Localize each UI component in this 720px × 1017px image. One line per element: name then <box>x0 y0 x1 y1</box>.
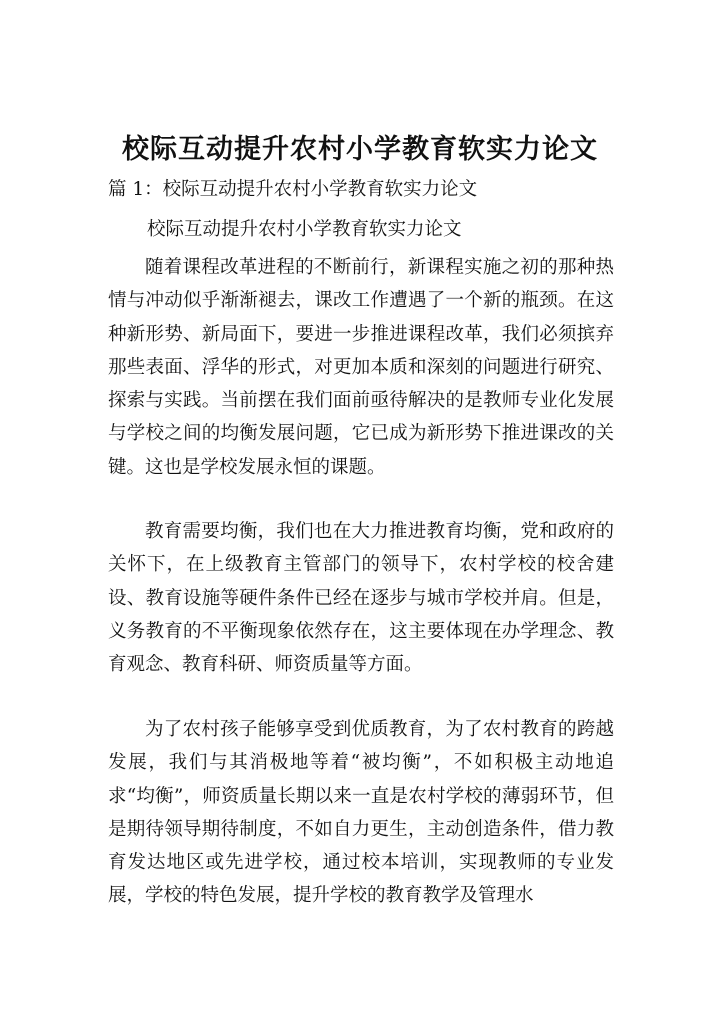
body-paragraph: 随着课程改革进程的不断前行，新课程实施之初的那种热情与冲动似乎渐渐褪去，课改工作遭遇了一个新的瓶颈。在这种新形势、新局面下，要进一步推进课程改革，我们必须摈弃那些表面、浮华的形式，对更加本质和深刻的问题进行研究、探索与实践。当前摆在我们面前亟待解决的是教师专业化发展与学校之间的均衡发展问题，它已成为新形势下推进课改的关键。这也是学校发展永恒的课题。 <box>108 257 614 478</box>
document-title: 校际互动提升农村小学教育软实力论文 <box>122 134 598 166</box>
body-paragraph: 教育需要均衡，我们也在大力推进教育均衡，党和政府的关怀下，在上级教育主管部门的领导下，农村学校的校舍建设、教育设施等硬件条件已经在逐步与城市学校并肩。但是，义务教育的不平衡现象依然存在，这主要体现在办学理念、教育观念、教育科研、师资质量等方面。 <box>108 521 614 676</box>
chapter-heading: 篇 1：校际互动提升农村小学教育软实力论文 <box>108 179 478 200</box>
article-subtitle: 校际互动提升农村小学教育软实力论文 <box>147 219 462 240</box>
body-paragraph: 为了农村孩子能够享受到优质教育，为了农村教育的跨越发展，我们与其消极地等着“被均衡”，不如积极主动地追求“均衡”，师资质量长期以来一直是农村学校的薄弱环节，但是期待领导期待制度，不如自力更生，主动创造条件，借力教育发达地区或先进学校，通过校本培训，实现教师的专业发展，学校的特色发展，提升学校的教育教学及管理水 <box>108 719 614 907</box>
